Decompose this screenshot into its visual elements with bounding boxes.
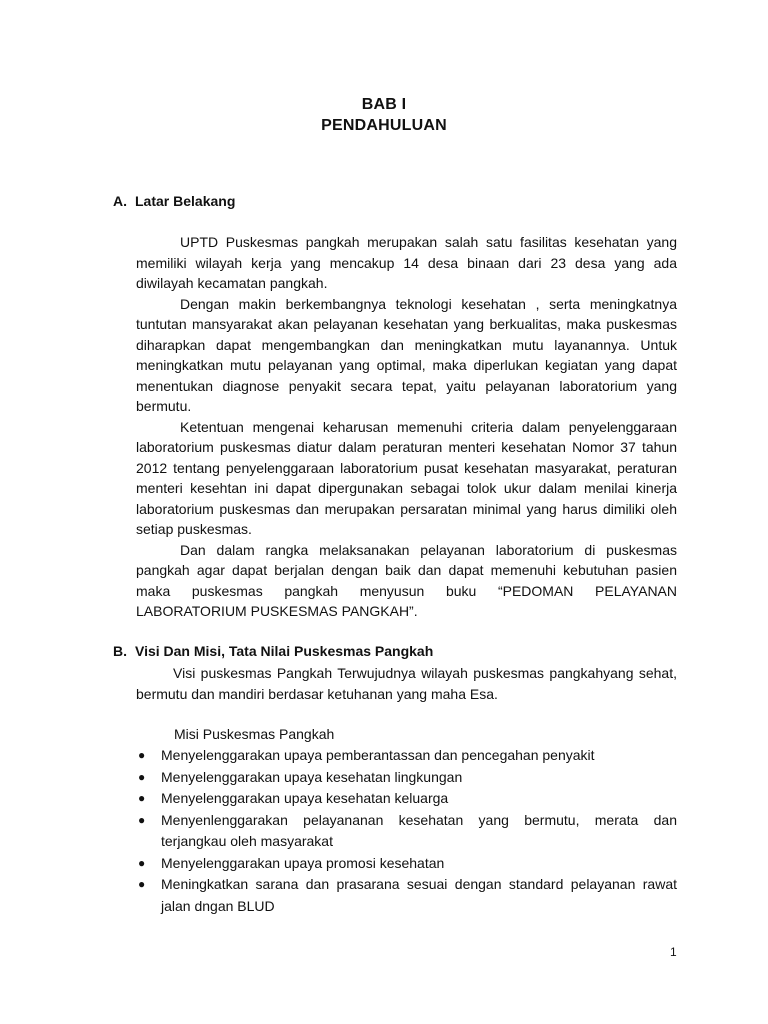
paragraph: UPTD Puskesmas pangkah merupakan salah satu fasilitas kesehatan yang memiliki wilayah kerja yang mencakup 14 desa binaan dari 23 desa yang ada diwilayah kecamatan pangkah. — [136, 234, 677, 291]
vision-text — [136, 663, 677, 705]
bullet-icon: ● — [138, 769, 146, 784]
mission-title: Misi Puskesmas Pangkah — [174, 726, 335, 742]
paragraph: Ketentuan mengenai keharusan memenuhi criteria dalam penyelenggaraan laboratorium puskesmas diatur dalam peraturan menteri kesehatan Nomor 37 tahun 2012 tentang penyelenggaraan laboratorium pusat kesehatan masyarakat, peraturan menteri kesehtan ini dapat dipergunakan sebagai tolok ukur dalam menilai kinerja laboratorium puskesmas dan merupakan persaratan minimal yang harus dimiliki oleh setiap puskesmas. — [136, 418, 677, 537]
mission-list — [136, 745, 677, 917]
section-letter: B. — [113, 643, 127, 659]
paragraph: Visi puskesmas Pangkah Terwujudnya wilayah puskesmas pangkahyang sehat, bermutu dan mandiri berdasar ketuhanan yang maha Esa. — [136, 665, 677, 702]
bullet-icon: ● — [138, 748, 146, 762]
page-number: 1 — [670, 945, 677, 959]
bullet-icon: ● — [138, 877, 146, 891]
list-item-text: Menyelenggarakan upaya promosi kesehatan — [161, 854, 445, 871]
list-item — [136, 874, 677, 917]
section-letter: A. — [113, 193, 127, 209]
list-item-text: Meningkatkan sarana dan prasarana sesuai dengan standard pelayanan rawat jalan dngan BLUD — [161, 876, 677, 914]
list-item — [136, 788, 677, 810]
list-item — [136, 745, 677, 767]
bullet-icon: ● — [138, 855, 146, 870]
section-title: Latar Belakang — [135, 193, 236, 209]
paragraph: Dan dalam rangka melaksanakan pelayanan laboratorium di puskesmas pangkah agar dapat berjalan dengan baik dan dapat memenuhi kebutuhan pasien maka puskesmas pangkah menyusun buku “PEDOMAN PELAYANAN LABORATORIUM PUSKESMAS PANGKAH”. — [136, 541, 677, 619]
chapter-number: BAB I — [361, 96, 407, 113]
paragraph: Dengan makin berkembangnya teknologi kesehatan , serta meningkatnya tuntutan mansyarakat akan pelayanan kesehatan yang berkualitas, maka puskesmas diharapkan dapat mengembangkan dan meningkatkan mutu layanannya. Untuk meningkatkan mutu pelayanan yang optimal, maka diperlukan kegiatan yang dapat menentukan diagnose penyakit secara tepat, yaitu pelayanan laboratorium yang bermutu. — [136, 295, 677, 414]
list-item-text: Menyenlenggarakan pelayananan kesehatan yang bermutu, merata dan terjangkau oleh masyarakat — [161, 811, 677, 849]
list-item — [136, 767, 677, 789]
list-item-text: Menyelenggarakan upaya kesehatan lingkungan — [161, 768, 463, 785]
list-item-text: Menyelenggarakan upaya pemberantassan dan pencegahan penyakit — [161, 747, 595, 763]
list-item-text: Menyelenggarakan upaya kesehatan keluarga — [161, 790, 449, 806]
bullet-icon: ● — [138, 791, 146, 805]
section-heading-a — [113, 192, 235, 210]
list-item — [136, 810, 677, 853]
chapter-heading — [0, 94, 768, 136]
bullet-icon: ● — [138, 812, 146, 827]
list-item — [136, 853, 677, 875]
background-text — [136, 232, 677, 622]
chapter-title: PENDAHULUAN — [321, 117, 447, 134]
section-title: Visi Dan Misi, Tata Nilai Puskesmas Pangkah — [135, 643, 434, 659]
section-heading-b — [113, 642, 433, 660]
